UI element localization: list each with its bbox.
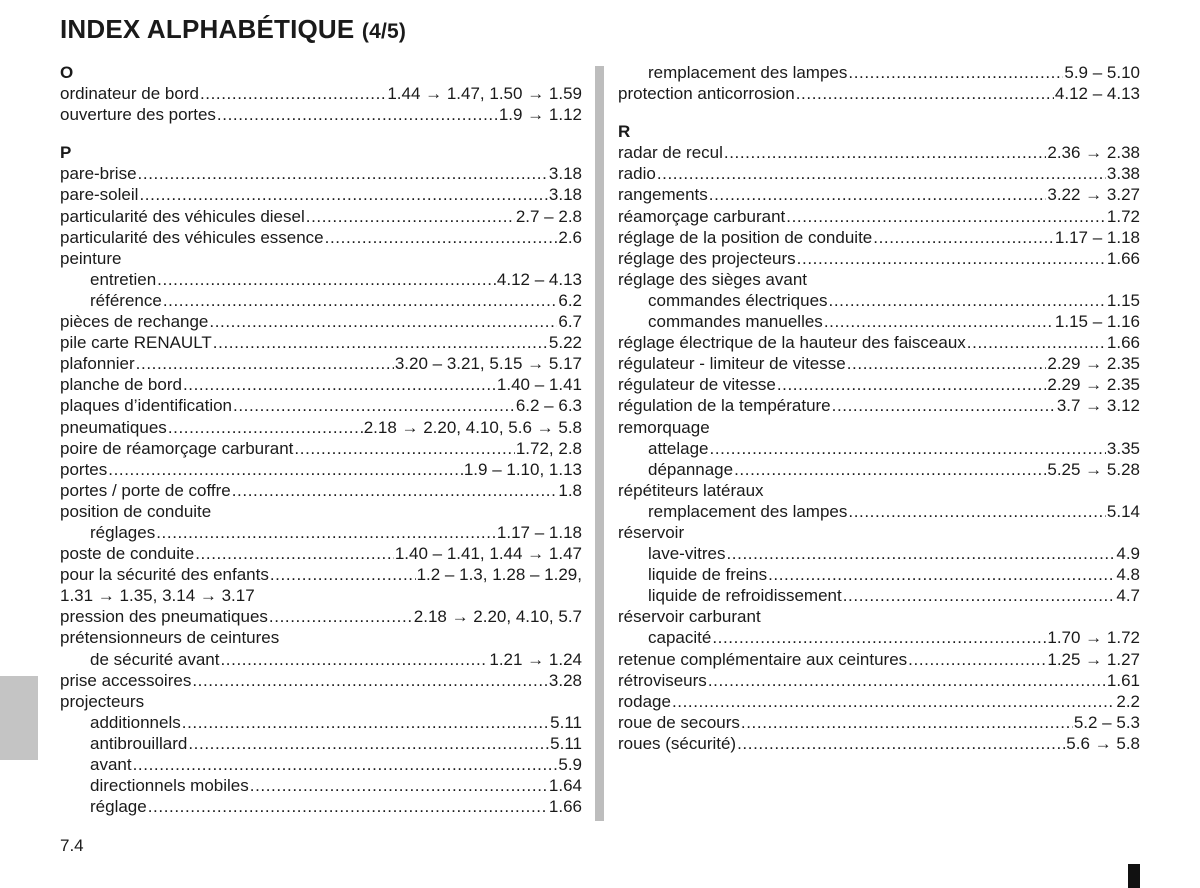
index-subentry-additionnels	[60, 712, 582, 733]
index-entry-reamorcage-carburant	[618, 206, 1140, 227]
page-reference: 6.7	[558, 312, 582, 332]
entry-label: directionnels mobiles	[90, 776, 249, 796]
entry-label: réglage électrique de la hauteur des faisceaux	[618, 333, 966, 353]
page-reference: 3.7 → 3.12	[1056, 396, 1140, 416]
page-reference: 1.66	[1106, 333, 1140, 353]
dot-leader	[848, 501, 1106, 522]
entry-label: commandes manuelles	[648, 312, 823, 332]
section-letter-o: O	[60, 63, 74, 82]
index-entry-prise-accessoires	[60, 670, 582, 691]
page-reference: 4.8	[1116, 565, 1140, 585]
dot-leader	[269, 606, 413, 627]
chapter-side-tab	[0, 676, 38, 760]
index-subentry-reglages	[60, 522, 582, 543]
dot-leader	[163, 290, 558, 311]
entry-label: pièces de rechange	[60, 312, 209, 332]
entry-label: radio	[618, 164, 656, 184]
entry-label: poire de réamorçage carburant	[60, 438, 294, 458]
dot-leader	[233, 395, 515, 416]
index-entry-plaques-d-identification	[60, 395, 582, 416]
dot-leader	[213, 332, 548, 353]
index-column-right	[618, 62, 1140, 754]
dot-leader	[797, 248, 1106, 269]
dot-leader	[250, 775, 548, 796]
dot-leader	[157, 269, 496, 290]
index-subentry-commandes-manuelles	[618, 311, 1140, 332]
dot-leader	[873, 227, 1054, 248]
page-reference: 3.18	[548, 164, 582, 184]
index-subentry-avant	[60, 754, 582, 775]
index-entry-heading: prétensionneurs de ceintures	[60, 628, 280, 648]
page-reference: 2.18 → 2.20, 4.10, 5.6 → 5.8	[363, 417, 582, 437]
page-title	[60, 14, 406, 45]
dot-leader	[796, 83, 1054, 104]
page-reference: 1.40 – 1.41	[496, 375, 582, 395]
corner-mark	[1128, 864, 1140, 888]
page-reference: 2.6	[558, 227, 582, 247]
dot-leader	[832, 395, 1056, 416]
page-reference: 1.9 – 1.10, 1.13	[463, 459, 582, 479]
dot-leader	[709, 184, 1047, 205]
index-entry-regulateur-limiteur-de-vitesse	[618, 353, 1140, 374]
index-entry-reglage-des-projecteurs	[618, 248, 1140, 269]
page-title-text: INDEX ALPHABÉTIQUE	[60, 14, 355, 44]
entry-label: capacité	[648, 628, 712, 648]
page-reference: 5.9	[558, 755, 582, 774]
dot-leader	[708, 670, 1106, 691]
index-entry-retenue-complementaire-aux-ceintures	[618, 649, 1140, 670]
entry-label: roue de secours	[618, 712, 740, 732]
page-reference: 1.61	[1106, 670, 1140, 690]
index-entry-pression-des-pneumatiques	[60, 606, 582, 627]
page-reference: 4.12 – 4.13	[496, 269, 582, 289]
index-subentry-lave-vitres	[618, 543, 1140, 564]
page-reference: 1.17 – 1.18	[496, 522, 582, 542]
entry-label: réglage	[90, 797, 147, 817]
index-entry-poste-de-conduite	[60, 543, 582, 564]
index-entry-portes-porte-de-coffre	[60, 480, 582, 501]
page-reference: 1.66	[548, 797, 582, 817]
page-reference: 1.40 – 1.41, 1.44 → 1.47	[394, 544, 582, 564]
index-entry-heading: position de conduite	[60, 501, 212, 521]
entry-label: de sécurité avant	[90, 649, 220, 669]
dot-leader	[672, 691, 1115, 712]
entry-label: pression des pneumatiques	[60, 607, 268, 627]
page-reference: 1.9 → 1.12	[498, 105, 582, 125]
entry-label: particularité des véhicules essence	[60, 227, 324, 247]
entry-label: plafonnier	[60, 354, 135, 374]
index-subentry-remplacement-des-lampes	[618, 62, 1140, 83]
index-subentry-de-securite-avant	[60, 649, 582, 670]
dot-leader	[710, 438, 1106, 459]
entry-label: commandes électriques	[648, 290, 828, 310]
index-entry-portes	[60, 459, 582, 480]
page-reference: 1.8	[558, 480, 582, 500]
page-reference: 1.21 → 1.24	[489, 649, 582, 669]
dot-leader	[156, 522, 496, 543]
section-spacer	[60, 125, 582, 142]
index-entry-pile-carte-renault	[60, 332, 582, 353]
page-reference: 2.18 → 2.20, 4.10, 5.7	[413, 607, 582, 627]
entry-label: régulation de la température	[618, 396, 831, 416]
page-reference: 3.20 – 3.21, 5.15 → 5.17	[394, 354, 582, 374]
dot-leader	[294, 438, 514, 459]
column-divider	[595, 66, 604, 821]
entry-label: attelage	[648, 438, 709, 458]
page-reference: 1.70 → 1.72	[1047, 628, 1140, 648]
entry-label: rodage	[618, 691, 671, 711]
entry-label: portes / porte de coffre	[60, 480, 231, 500]
entry-label: ordinateur de bord	[60, 84, 199, 104]
index-entry-radar-de-recul	[618, 142, 1140, 163]
index-subentry-remplacement-des-lampes	[618, 501, 1140, 522]
entry-label: additionnels	[90, 712, 181, 732]
page-reference: 3.22 → 3.27	[1047, 185, 1140, 205]
dot-leader	[217, 104, 498, 125]
page-reference: 1.64	[548, 776, 582, 796]
entry-label: antibrouillard	[90, 733, 188, 753]
dot-leader	[188, 733, 549, 754]
page-reference: 2.36 → 2.38	[1047, 143, 1140, 163]
page-number: 7.4	[60, 836, 84, 855]
dot-leader	[843, 585, 1116, 606]
index-entry-regulation-de-la-temperature	[618, 395, 1140, 416]
index-entry-reglage-de-la-position-de-conduite	[618, 227, 1140, 248]
dot-leader	[183, 374, 496, 395]
index-entry-ordinateur-de-bord	[60, 83, 582, 104]
dot-leader	[777, 374, 1047, 395]
page-reference: 5.2 – 5.3	[1073, 712, 1140, 732]
page-reference: 2.7 – 2.8	[515, 206, 582, 226]
dot-leader	[138, 163, 548, 184]
dot-leader	[657, 163, 1106, 184]
entry-label: réglages	[90, 522, 156, 542]
index-subentry-attelage	[618, 438, 1140, 459]
page-reference: 2.29 → 2.35	[1047, 375, 1140, 395]
entry-label: planche de bord	[60, 375, 182, 395]
entry-label: retenue complémentaire aux ceintures	[618, 649, 908, 669]
dot-leader	[734, 459, 1046, 480]
index-entry-pare-soleil	[60, 184, 582, 205]
page-reference: 1.44 → 1.47, 1.50 → 1.59	[387, 84, 582, 104]
index-entry-heading: peinture	[60, 248, 122, 268]
entry-label: rétroviseurs	[618, 670, 707, 690]
index-entry-pneumatiques	[60, 417, 582, 438]
entry-label: entretien	[90, 269, 157, 289]
entry-label: référence	[90, 290, 162, 310]
entry-label: régulateur de vitesse	[618, 375, 776, 395]
page-reference: 1.72	[1106, 206, 1140, 226]
dot-leader	[908, 649, 1046, 670]
dot-leader	[209, 311, 557, 332]
entry-label: liquide de freins	[648, 565, 768, 585]
dot-leader	[108, 459, 463, 480]
page-reference: 3.35	[1106, 438, 1140, 458]
entry-label: pare-brise	[60, 164, 137, 184]
page-title-suffix: (4/5)	[361, 20, 407, 43]
entry-label: radar de recul	[618, 143, 723, 163]
page-reference: 5.25 → 5.28	[1047, 459, 1140, 479]
entry-label: pneumatiques	[60, 417, 167, 437]
index-column-left	[60, 62, 582, 817]
dot-leader	[270, 564, 416, 585]
entry-label: régulateur - limiteur de vitesse	[618, 354, 846, 374]
dot-leader	[148, 796, 548, 817]
dot-leader	[195, 543, 394, 564]
page-reference: 1.15	[1106, 290, 1140, 310]
index-entry-heading: réservoir	[618, 522, 685, 542]
page-reference: 4.12 – 4.13	[1054, 84, 1140, 104]
index-entry-ouverture-des-portes	[60, 104, 582, 125]
section-letter-p: P	[60, 143, 72, 163]
index-entry-poire-de-reamorcage-carburant	[60, 438, 582, 459]
index-subentry-commandes-electriques	[618, 290, 1140, 311]
page-reference: 1.15 – 1.16	[1054, 312, 1140, 332]
dot-leader	[847, 353, 1047, 374]
dot-leader	[768, 564, 1115, 585]
page-reference: 6.2	[558, 290, 582, 310]
entry-label: poste de conduite	[60, 544, 195, 564]
dot-leader	[168, 417, 363, 438]
dot-leader	[724, 142, 1046, 163]
dot-leader	[967, 332, 1106, 353]
page-reference: 5.11	[550, 712, 582, 732]
section-letter-r: R	[618, 122, 631, 142]
entry-label: remplacement des lampes	[648, 501, 848, 521]
index-subentry-antibrouillard	[60, 733, 582, 754]
entry-label: réglage des projecteurs	[618, 248, 796, 268]
index-entry-protection-anticorrosion	[618, 83, 1140, 104]
dot-leader	[232, 480, 558, 501]
index-subentry-capacite	[618, 627, 1140, 648]
index-entry-regulateur-de-vitesse	[618, 374, 1140, 395]
page-reference: 1.72, 2.8	[515, 438, 582, 458]
index-subentry-liquide-de-freins	[618, 564, 1140, 585]
dot-leader	[786, 206, 1106, 227]
index-entry-particularite-des-vehicules-essence	[60, 227, 582, 248]
page-reference: 5.11	[550, 733, 582, 753]
entry-label: liquide de refroidissement	[648, 586, 842, 606]
page-reference: 5.9 – 5.10	[1064, 63, 1140, 82]
index-entry-pieces-de-rechange	[60, 311, 582, 332]
index-entry-rangements	[618, 184, 1140, 205]
entry-label: lave-vitres	[648, 544, 726, 564]
entry-label: réglage de la position de conduite	[618, 227, 873, 247]
dot-leader	[824, 311, 1054, 332]
page-reference: 3.28	[548, 670, 582, 690]
index-entry-heading: réglage des sièges avant	[618, 269, 808, 289]
entry-label: dépannage	[648, 459, 734, 479]
entry-label: ouverture des portes	[60, 105, 216, 125]
index-entry-reglage-electrique-de-la-hauteur-des-faisceaux	[618, 332, 1140, 353]
entry-label: rangements	[618, 185, 708, 205]
entry-label: pile carte RENAULT	[60, 333, 212, 353]
entry-label: réamorçage carburant	[618, 206, 786, 226]
dot-leader	[133, 754, 558, 775]
entry-label: avant	[90, 755, 132, 774]
index-entry-plafonnier	[60, 353, 582, 374]
index-entry-retroviseurs	[618, 670, 1140, 691]
dot-leader	[741, 712, 1073, 733]
dot-leader	[136, 353, 394, 374]
entry-label: roues (sécurité)	[618, 733, 737, 753]
entry-label: pare-soleil	[60, 185, 139, 205]
page-reference: 5.22	[548, 333, 582, 353]
index-entry-planche-de-bord	[60, 374, 582, 395]
dot-leader	[712, 627, 1046, 648]
entry-label: portes	[60, 459, 108, 479]
index-subentry-reference	[60, 290, 582, 311]
dot-leader	[182, 712, 549, 733]
index-entry-heading: réservoir carburant	[618, 607, 761, 627]
entry-label: pour la sécurité des enfants	[60, 565, 269, 585]
page-reference: 1.25 → 1.27	[1047, 649, 1140, 669]
index-entry-heading: projecteurs	[60, 691, 145, 711]
entry-label: prise accessoires	[60, 670, 192, 690]
page-reference: 2.2	[1116, 691, 1140, 711]
index-entry-pour-la-securite-des-enfants	[60, 564, 582, 585]
dot-leader	[848, 62, 1063, 83]
page-reference: 6.2 – 6.3	[515, 396, 582, 416]
index-entry-heading: répétiteurs latéraux	[618, 480, 764, 500]
dot-leader	[139, 184, 547, 205]
index-subentry-depannage	[618, 459, 1140, 480]
entry-label: particularité des véhicules diesel	[60, 206, 305, 226]
page-reference: 1.17 – 1.18	[1054, 227, 1140, 247]
index-entry-roue-de-secours	[618, 712, 1140, 733]
page-reference: 5.14	[1106, 501, 1140, 521]
index-entry-pare-brise	[60, 163, 582, 184]
page-reference: 4.9	[1116, 544, 1140, 564]
dot-leader	[306, 206, 515, 227]
index-entry-particularite-des-vehicules-diesel	[60, 206, 582, 227]
page-reference: 4.7	[1116, 586, 1140, 606]
dot-leader	[192, 670, 548, 691]
index-subentry-directionnels-mobiles	[60, 775, 582, 796]
entry-label: plaques d’identification	[60, 396, 233, 416]
index-entry-radio	[618, 163, 1140, 184]
index-subentry-liquide-de-refroidissement	[618, 585, 1140, 606]
page-reference: 3.38	[1106, 164, 1140, 184]
dot-leader	[200, 83, 386, 104]
index-entry-heading: 1.31 → 1.35, 3.14 → 3.17	[60, 586, 255, 606]
entry-label: protection anticorrosion	[618, 84, 795, 104]
dot-leader	[726, 543, 1115, 564]
index-entry-rodage	[618, 691, 1140, 712]
page-reference: 2.29 → 2.35	[1047, 354, 1140, 374]
page-reference: 3.18	[548, 185, 582, 205]
index-subentry-entretien	[60, 269, 582, 290]
index-entry-roues-securite	[618, 733, 1140, 754]
entry-label: remplacement des lampes	[648, 63, 848, 82]
page-reference: 1.66	[1106, 248, 1140, 268]
index-entry-heading: remorquage	[618, 417, 710, 437]
index-subentry-reglage	[60, 796, 582, 817]
dot-leader	[829, 290, 1106, 311]
page-reference: 5.6 → 5.8	[1066, 733, 1140, 753]
section-spacer	[618, 104, 1140, 121]
page-reference: 1.2 – 1.3, 1.28 – 1.29,	[416, 565, 582, 585]
dot-leader	[737, 733, 1065, 754]
dot-leader	[325, 227, 558, 248]
dot-leader	[220, 649, 488, 670]
